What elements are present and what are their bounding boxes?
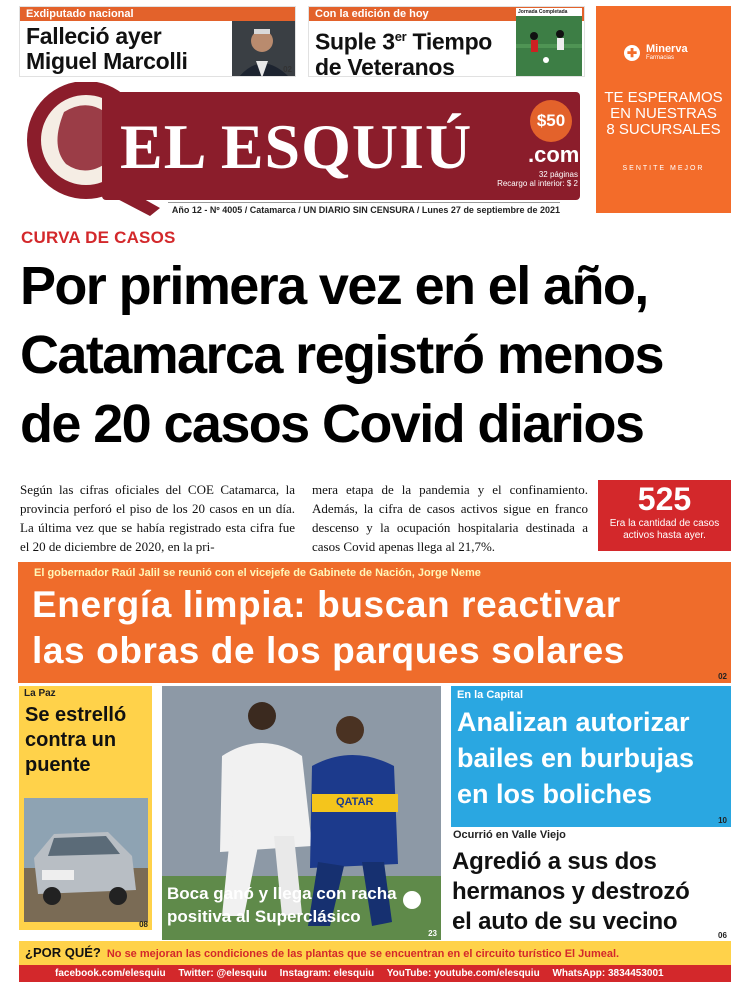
active-cases-box [598, 480, 731, 551]
supplement-label: Jornada Completada [516, 8, 582, 16]
energy-story[interactable] [18, 562, 731, 683]
masthead [20, 82, 588, 218]
instagram-link[interactable]: Instagram: elesquiu [279, 968, 375, 979]
lapaz-headline: Se estrelló contra un puente [25, 704, 127, 776]
twitter-link[interactable]: Twitter: @elesquiu [178, 968, 267, 979]
sport-caption: Boca ganó y llega con racha positiva al Superclásico [167, 884, 397, 926]
main-story-kicker: CURVA DE CASOS [21, 228, 176, 247]
newspaper-title: EL ESQUIÚ [120, 111, 473, 182]
teaser-kicker: Con la edición de hoy [309, 7, 584, 21]
pages-info: 32 páginas Recargo al interior: $ 2 [497, 170, 578, 188]
edition-line: Año 12 - Nº 4005 / Catamarca / UN DIARIO SIN CENSURA / Lunes 27 de septiembre de 2021 [168, 202, 560, 215]
page-number: 23 [428, 929, 437, 938]
facebook-link[interactable]: facebook.com/elesquiu [55, 968, 166, 979]
whatsapp-link[interactable]: WhatsApp: 3834453001 [552, 968, 664, 979]
capital-story[interactable] [451, 686, 731, 827]
domain-suffix: .com [528, 142, 580, 167]
supplement-cover [516, 8, 582, 76]
page-number: 02 [283, 65, 292, 74]
valle-tag: Ocurrió en Valle Viejo [453, 829, 566, 841]
teaser-marcolli[interactable] [19, 6, 296, 77]
teaser-kicker: Exdiputado nacional [20, 7, 295, 21]
teaser-headline: Falleció ayer Miguel Marcolli [26, 23, 188, 74]
sport-story[interactable] [162, 686, 441, 940]
price-badge: $50 [530, 100, 572, 142]
energy-kicker: El gobernador Raúl Jalil se reunió con el vicejefe de Gabinete de Nación, Jorge Neme [34, 567, 481, 579]
story-column-2: mera etapa de la pandemia y el confinamiento. Además, la cifra de casos activos sigue en franco descenso y la ocupación hospitalaria destinada a casos Covid apenas llega al 21,7%. [312, 482, 588, 554]
lapaz-tag: La Paz [24, 688, 56, 699]
por-que-bar[interactable] [19, 941, 731, 965]
page-number: 08 [139, 920, 148, 929]
por-que-text: No se mejoran las condiciones de las plantas que se encuentran en el circuito turístico El Jumeal. [106, 948, 620, 960]
youtube-link[interactable]: YouTube: youtube.com/elesquiu [386, 968, 540, 979]
main-headline[interactable]: Por primera vez en el año, Catamarca registró menos de 20 casos Covid diarios [20, 256, 663, 454]
valle-headline[interactable]: Agredió a sus dos hermanos y destrozó el auto de su vecino [452, 848, 690, 935]
por-que-label: ¿POR QUÉ? [25, 945, 101, 960]
active-cases-caption: Era la cantidad de casos activos hasta ayer. [609, 518, 720, 541]
ad-brand: ✚ Minerva Farmacias [624, 44, 688, 62]
ad-message: TE ESPERAMOS EN NUESTRAS 8 SUCURSALES [604, 89, 723, 138]
social-links-bar [19, 965, 731, 982]
jersey-text: QATAR [336, 796, 374, 808]
page-number: 02 [718, 672, 727, 681]
capital-headline: Analizan autorizar bailes en burbujas en los boliches [457, 707, 695, 809]
active-cases-number: 525 [637, 481, 692, 517]
energy-headline: Energía limpia: buscan reactivar las obras de los parques solares [32, 584, 625, 671]
page-number: 10 [718, 816, 727, 825]
crashed-car-photo [24, 798, 148, 922]
lapaz-story[interactable] [19, 686, 152, 930]
minerva-ad[interactable] [596, 6, 731, 213]
page-number: 06 [718, 931, 727, 940]
teaser-veteranos[interactable] [308, 6, 585, 77]
pharmacy-icon: ✚ [624, 45, 640, 61]
teaser-headline: Suple 3er Tiempo de Veteranos [315, 28, 493, 77]
soccer-photo [516, 16, 582, 76]
ad-tagline: SENTITE MEJOR [622, 165, 705, 172]
story-column-1: Según las cifras oficiales del COE Catamarca, la provincia perforó el piso de los 20 casos en un día. La última vez que se había registrado esta cifra fue el 20 de diciembre de 2020, en la pri- [20, 482, 295, 554]
capital-tag: En la Capital [457, 689, 524, 701]
